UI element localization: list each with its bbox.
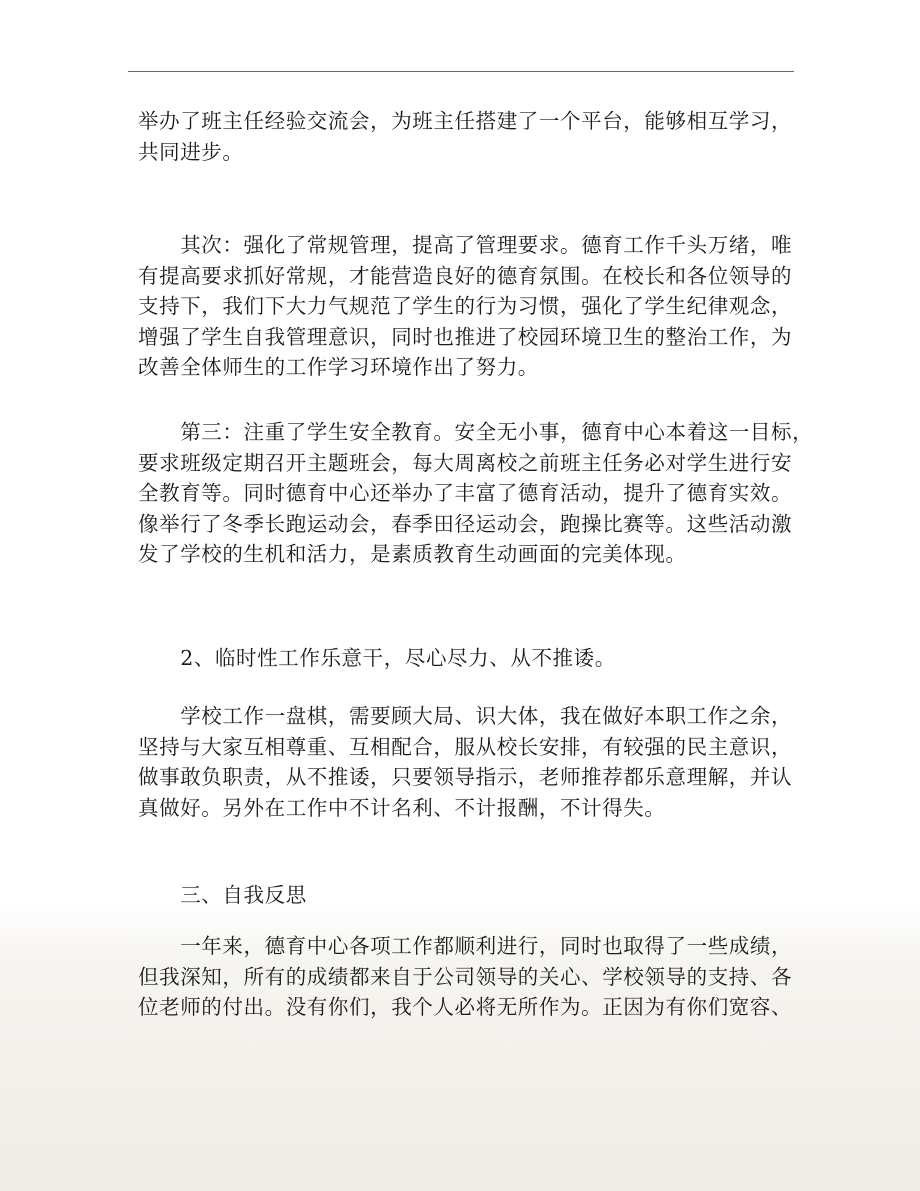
text-line: 做事敢负职责，从不推诿，只要领导指示，老师推荐都乐意理解，并认: [138, 765, 793, 789]
paragraph-2: [138, 230, 798, 383]
text-line: 学校工作一盘棋，需要顾大局、识大体，我在做好本职工作之余，: [138, 704, 793, 728]
text-line: 但我深知，所有的成绩都来自于公司领导的关心、学校领导的支持、各: [138, 964, 793, 989]
text-line: 像举行了冬季长跑运动会，春季田径运动会，跑操比赛等。这些活动激: [138, 511, 793, 536]
text-line: 三、自我反思: [138, 883, 307, 907]
paragraph-1: [138, 106, 798, 167]
paragraph-4: [138, 643, 798, 674]
text-line: 一年来，德育中心各项工作都顺利进行，同时也取得了一些成绩，: [138, 934, 793, 958]
text-line: 共同进步。: [138, 139, 244, 164]
paragraph-3: [138, 417, 814, 570]
text-line: 举办了班主任经验交流会，为班主任搭建了一个平台，能够相互学习，: [138, 109, 793, 133]
text-line: 发了学校的生机和活力，是素质教育生动画面的完美体现。: [138, 542, 687, 566]
text-line: 其次：强化了常规管理，提高了管理要求。德育工作千头万绪，唯: [138, 233, 793, 257]
text-line: 第三：注重了学生安全教育。安全无小事，德育中心本着这一目标，: [138, 420, 814, 444]
paragraph-7: [138, 931, 798, 1023]
text-line: 增强了学生自我管理意识，同时也推进了校园环境卫生的整治工作，为: [138, 324, 793, 349]
text-line: 要求班级定期召开主题班会，每大周离校之前班主任务必对学生进行安: [138, 450, 793, 475]
text-line: 有提高要求抓好常规，才能营造良好的德育氛围。在校长和各位领导的: [138, 263, 793, 288]
text-line: 真做好。另外在工作中不计名利、不计报酬，不计得失。: [138, 795, 666, 820]
text-line: 支持下，我们下大力气规范了学生的行为习惯，强化了学生纪律观念，: [138, 294, 793, 318]
text-line: 坚持与大家互相尊重、互相配合，服从校长安排，有较强的民主意识，: [138, 734, 793, 759]
paragraph-5: [138, 701, 798, 823]
text-line: 全教育等。同时德育中心还举办了丰富了德育活动，提升了德育实效。: [138, 481, 793, 505]
text-line: 改善全体师生的工作学习环境作出了努力。: [138, 355, 539, 379]
header-rule: [128, 71, 794, 72]
paragraph-6: [138, 880, 798, 911]
text-line: 位老师的付出。没有你们，我个人必将无所作为。正因为有你们宽容、: [138, 995, 793, 1019]
text-line: 2、临时性工作乐意干，尽心尽力、从不推诿。: [138, 646, 616, 670]
